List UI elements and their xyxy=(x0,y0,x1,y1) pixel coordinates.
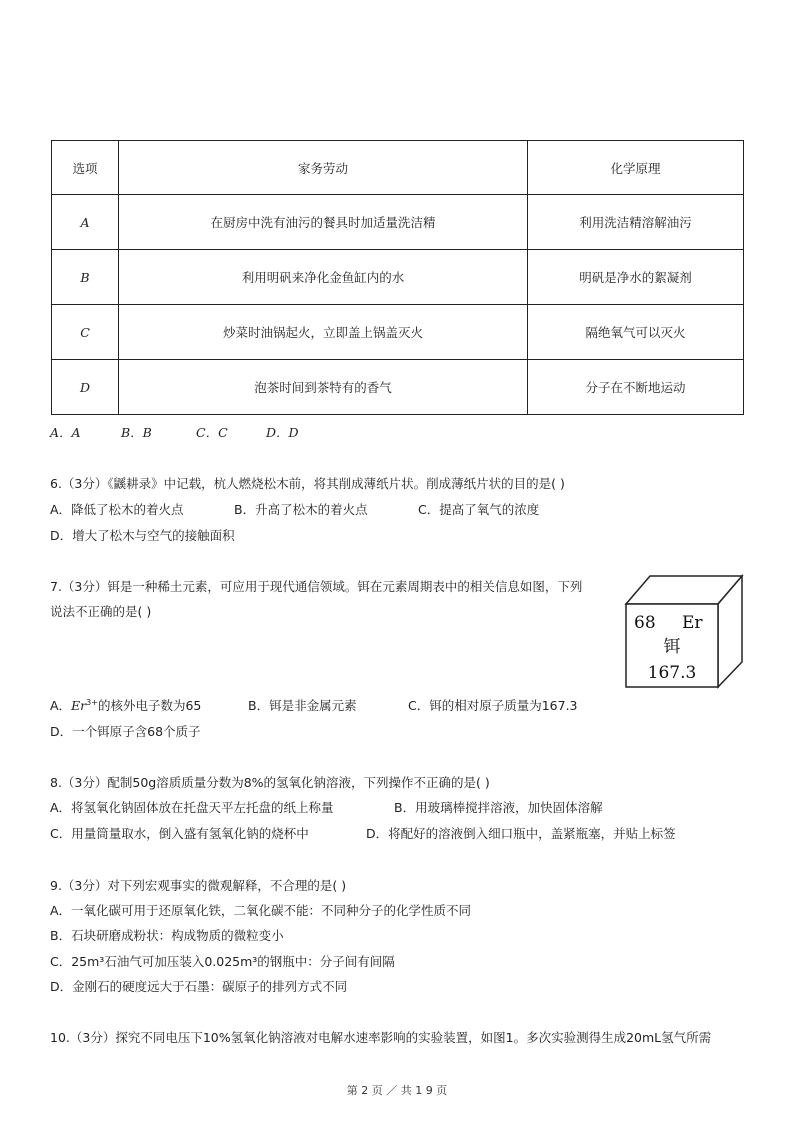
q6-option-a: A．降低了松木的着火点 xyxy=(50,502,184,517)
q7-option-b: B．铒是非金属元素 xyxy=(248,698,357,713)
element-symbol: Er xyxy=(682,613,703,633)
q9-stem: 9.（3分）对下列宏观事实的微观解释，不合理的是( ) xyxy=(50,878,347,893)
q7-stem-line1: 7.（3分）铒是一种稀土元素，可应用于现代通信领域。铒在元素周期表中的相关信息如图，下列 xyxy=(50,579,583,594)
q7-option-d: D．一个铒原子含68个质子 xyxy=(50,724,201,739)
q6-option-c: C．提高了氧气的浓度 xyxy=(418,502,540,517)
row-c-task: 炒菜时油锅起火，立即盖上锅盖灭火 xyxy=(119,305,528,360)
row-a-task: 在厨房中洗有油污的餐具时加适量洗洁精 xyxy=(119,195,528,250)
row-d-task: 泡茶时间到茶特有的香气 xyxy=(119,360,528,415)
q9-option-d: D．金刚石的硬度远大于石墨：碳原子的排列方式不同 xyxy=(50,979,348,994)
q7-option-a-charge: 3+ xyxy=(86,697,98,707)
row-d-principle: 分子在不断地运动 xyxy=(528,360,744,415)
row-d-option: D xyxy=(52,360,119,415)
header-principle: 化学原理 xyxy=(528,141,744,195)
q10-stem: 10.（3分）探究不同电压下10%氢氧化钠溶液对电解水速率影响的实验装置，如图1。多次实验测得生成20mL氢气所需 xyxy=(50,1030,712,1045)
row-c-principle: 隔绝氧气可以灭火 xyxy=(528,305,744,360)
element-card-erbium xyxy=(620,572,744,690)
q7-option-a-symbol: Er xyxy=(71,698,87,713)
q8-option-d: D．将配好的溶液倒入细口瓶中，盖紧瓶塞，并贴上标签 xyxy=(366,826,676,841)
row-c-option: C xyxy=(52,305,119,360)
q7-stem-line2: 说法不正确的是( ) xyxy=(50,604,152,619)
element-number: 68 xyxy=(634,613,656,633)
q5-option-c: C．C xyxy=(196,425,228,440)
q6-stem: 6.（3分）《鼷耕录》中记载，杭人燃烧松木前，将其削成薄纸片状。削成薄纸片状的目的是( ) xyxy=(50,476,565,491)
q8-option-c: C．用量筒量取水，倒入盛有氢氧化钠的烧杯中 xyxy=(50,826,309,841)
q5-option-b: B．B xyxy=(121,425,152,440)
q5-option-d: D．D xyxy=(266,425,299,440)
q9-option-c: C．25m³石油气可加压装入0.025m³的钢瓶中：分子间有间隔 xyxy=(50,954,395,969)
q8-option-a: A．将氢氧化钠固体放在托盘天平左托盘的纸上称量 xyxy=(50,800,334,815)
q8-option-b: B．用玻璃棒搅拌溶液，加快固体溶解 xyxy=(394,800,603,815)
row-a-principle: 利用洗洁精溶解油污 xyxy=(528,195,744,250)
q9-option-a: A．一氧化碳可用于还原氧化铁，二氧化碳不能：不同种分子的化学性质不同 xyxy=(50,903,472,918)
question-table xyxy=(51,140,744,415)
page-footer: 第 2 页 ／ 共 1 9 页 xyxy=(346,1084,448,1097)
row-a-option: A xyxy=(52,195,119,250)
q7-option-a-text: 的核外电子数为65 xyxy=(97,698,202,713)
row-b-principle: 明矾是净水的絮凝剂 xyxy=(528,250,744,305)
q9-option-b: B．石块研磨成粉状：构成物质的微粒变小 xyxy=(50,928,284,943)
q7-option-a xyxy=(50,696,201,714)
q6-option-d: D．增大了松木与空气的接触面积 xyxy=(50,528,235,543)
element-name: 铒 xyxy=(663,637,681,657)
element-mass: 167.3 xyxy=(647,663,697,683)
header-task: 家务劳动 xyxy=(119,141,528,195)
q8-stem: 8.（3分）配制50g溶质质量分数为8%的氢氧化钠溶液，下列操作不正确的是( ) xyxy=(50,775,490,790)
row-b-option: B xyxy=(52,250,119,305)
row-b-task: 利用明矾来净化金鱼缸内的水 xyxy=(119,250,528,305)
header-option: 选项 xyxy=(52,141,119,195)
q5-option-a: A．A xyxy=(50,425,81,440)
q6-option-b: B．升高了松木的着火点 xyxy=(234,502,368,517)
q7-option-c: C．铒的相对原子质量为167.3 xyxy=(408,698,578,713)
q7-option-a-prefix: A． xyxy=(50,698,72,713)
